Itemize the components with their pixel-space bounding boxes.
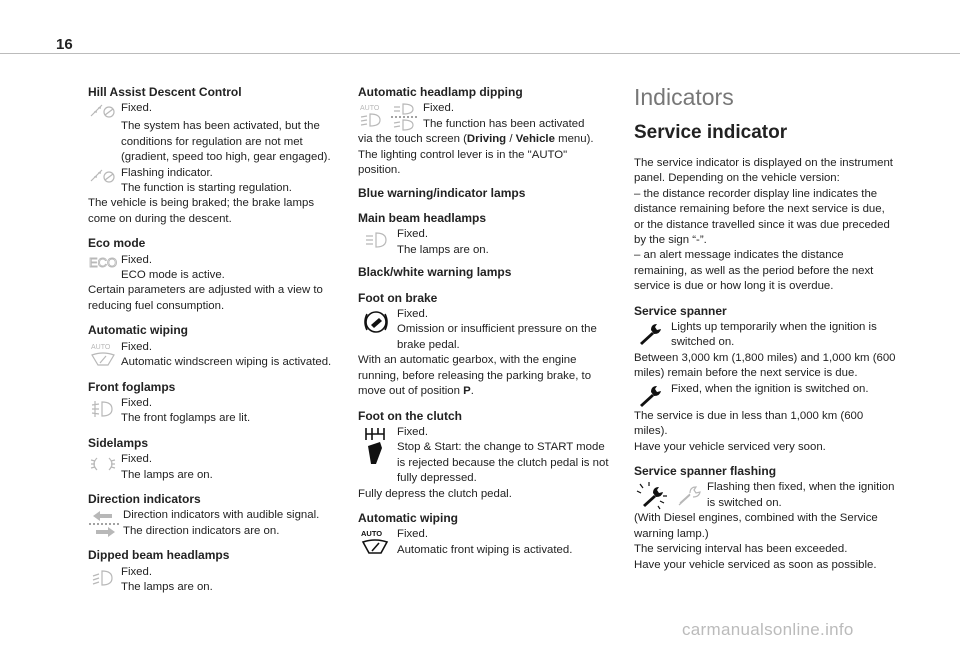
flash-text-2: (With Diesel engines, combined with the Service warning lamp.) (634, 512, 878, 540)
autodip-text-3: via the touch screen (Driving / Vehicle menu). (358, 133, 594, 146)
fog-text-1: Fixed. (121, 396, 153, 409)
main-beam-icon (358, 227, 394, 252)
indicators-heading: Indicators (634, 84, 734, 110)
eco-icon (88, 253, 118, 270)
autodip-text-4: The lighting control lever is in the "AUTO" position. (358, 148, 568, 177)
spanner-text-2: Between 3,000 km (1,800 miles) and 1,000 km (600 miles) remain before the next service is due. (634, 351, 896, 380)
hill-assist-title: Hill Assist Descent Control (88, 85, 242, 99)
spanner-flashing-icon (634, 481, 670, 511)
spanner-text-5: Have your vehicle serviced very soon. (634, 440, 826, 453)
clutch-row (358, 425, 610, 487)
clutch-text-2: Stop & Start: the change to START mode is rejected because the clutch pedal is not fully depressed. (397, 441, 609, 485)
wiping-row (88, 340, 340, 371)
foot-on-clutch-title: Foot on the clutch (358, 408, 462, 423)
clutch-text-1: Fixed. (397, 425, 429, 438)
wiping2-row (358, 527, 610, 558)
hill-text-1: Fixed. (121, 102, 153, 115)
flash-row (634, 480, 896, 511)
column-3 (634, 85, 896, 573)
brake-text-1: Fixed. (397, 308, 429, 321)
eco-mode-title: Eco mode (88, 236, 146, 251)
service-intro-3: – an alert message indicates the distance remaining, as well as the period before the next service is due or how long it is overdue. (634, 249, 874, 293)
autodip-row (358, 101, 610, 132)
wiping2-text-2: Automatic front wiping is activated. (397, 543, 573, 556)
svg-text:ECO: ECO (89, 254, 118, 270)
blue-warning-title: Blue warning/indicator lamps (358, 185, 526, 200)
auto-wiping-title: Automatic wiping (88, 323, 188, 338)
flash-text-3: The servicing interval has been exceeded. (634, 543, 848, 556)
spanner-fixed-icon (634, 382, 668, 409)
watermark: carmanualsonline.info (682, 620, 854, 639)
brake-row (358, 307, 610, 353)
dipped-row (88, 565, 340, 596)
header-rule (0, 53, 960, 54)
clutch-text-3: Fully depress the clutch pedal. (358, 487, 512, 500)
hill-text-5: The vehicle is being braked; the brake lamps come on during the descent. (88, 197, 315, 225)
dipped-text-1: Fixed. (121, 565, 153, 578)
hill-text-4: The function is starting regulation. (121, 182, 292, 195)
autodip-text-2: The function has been activated (423, 117, 585, 130)
flash-text-4: Have your vehicle serviced as soon as possible. (634, 558, 877, 571)
dipped-beam-icon (88, 565, 118, 590)
hill-text-2: The system has been activated, but the conditions for regulation are not met (gradient, speed too high, gear engaged). (121, 120, 331, 164)
auto-wiper-black-icon (358, 527, 394, 556)
auto-headlamp-dipping-title: Automatic headlamp dipping (358, 85, 523, 99)
main-text-2: The lamps are on. (397, 243, 489, 256)
side-text-1: Fixed. (121, 453, 153, 466)
hill-descent-icon (88, 101, 118, 120)
fog-text-2: The front foglamps are lit. (121, 412, 251, 425)
main-beam-split-icon (390, 102, 420, 132)
main-beam-title: Main beam headlamps (358, 211, 487, 226)
eco-row (88, 253, 340, 284)
column-1 (88, 85, 340, 596)
hill-text-3: Flashing indicator. (121, 166, 213, 179)
column-2 (358, 85, 610, 558)
spanner-text-3: Fixed, when the ignition is switched on. (671, 382, 869, 395)
auto-wiping-2-title: Automatic wiping (358, 510, 458, 525)
auto-dipping-icon (358, 102, 386, 130)
page-number: 16 (56, 36, 73, 53)
flash-text-1: Flashing then fixed, when the ignition is switched on. (707, 481, 895, 509)
svg-text:AUTO: AUTO (91, 343, 111, 351)
spanner-row-1 (634, 320, 896, 351)
side-text-2: The lamps are on. (121, 468, 213, 481)
front-foglamps-title: Front foglamps (88, 379, 176, 394)
spanner-flashing-icons (634, 480, 704, 511)
sidelamp-icon (88, 452, 118, 475)
dir-text-2: The direction indicators are on. (123, 524, 280, 537)
spanner-text-4: The service is due in less than 1,000 km (600 miles). (634, 409, 864, 438)
service-spanner-title: Service spanner (634, 303, 727, 318)
foot-on-brake-title: Foot on brake (358, 290, 438, 305)
dir-text-1: Direction indicators with audible signal. (123, 509, 320, 522)
dir-row (88, 508, 340, 539)
eco-text-1: Fixed. (121, 253, 153, 266)
dipped-text-2: The lamps are on. (121, 581, 213, 594)
foot-on-brake-icon (358, 307, 394, 336)
side-row (88, 452, 340, 483)
fog-row (88, 396, 340, 427)
autodip-text-1: Fixed. (423, 102, 455, 115)
auto-headlamp-icons (358, 101, 420, 132)
service-warning-icon (674, 481, 704, 511)
brake-text-3: With an automatic gearbox, with the engine running, before releasing the parking brake, to move out of position P. (358, 354, 592, 398)
spanner-row-2 (634, 382, 896, 409)
wiping-text-1: Fixed. (121, 340, 153, 353)
service-intro-1: The service indicator is displayed on the instrument panel. Depending on the vehicle version: (634, 157, 893, 185)
eco-text-3: Certain parameters are adjusted with a view to reducing fuel consumption. (88, 284, 323, 312)
foot-on-clutch-icon (358, 425, 394, 466)
hill-assist-row (88, 101, 340, 120)
black-white-title: Black/white warning lamps (358, 265, 512, 280)
main-text-1: Fixed. (397, 228, 429, 241)
svg-text:AUTO: AUTO (361, 529, 383, 539)
dipped-beam-title: Dipped beam headlamps (88, 548, 230, 563)
svg-text:AUTO: AUTO (360, 105, 380, 113)
spanner-text-1: Lights up temporarily when the ignition is switched on. (671, 321, 877, 349)
eco-text-2: ECO mode is active. (121, 269, 225, 282)
wiping-text-2: Automatic windscreen wiping is activated. (121, 356, 332, 369)
hill-descent-flash-icon (88, 166, 118, 185)
direction-arrows-icon (88, 508, 120, 539)
spanner-icon (634, 320, 668, 347)
direction-indicators-title: Direction indicators (88, 491, 201, 506)
service-intro-2: – the distance recorder display line indicates the distance remaining before the next service is due, or the distance travelled since it was due preceded by the sign “-”. (634, 187, 890, 247)
wiping2-text-1: Fixed. (397, 528, 429, 541)
front-foglamp-icon (88, 396, 118, 421)
auto-wiper-icon (88, 340, 118, 369)
hill-assist-row-2 (88, 166, 340, 197)
brake-text-2: Omission or insufficient pressure on the brake pedal. (397, 323, 597, 351)
main-row (358, 227, 610, 258)
spanner-flashing-title: Service spanner flashing (634, 463, 777, 478)
sidelamps-title: Sidelamps (88, 435, 149, 450)
service-indicator-heading: Service indicator (634, 122, 788, 143)
